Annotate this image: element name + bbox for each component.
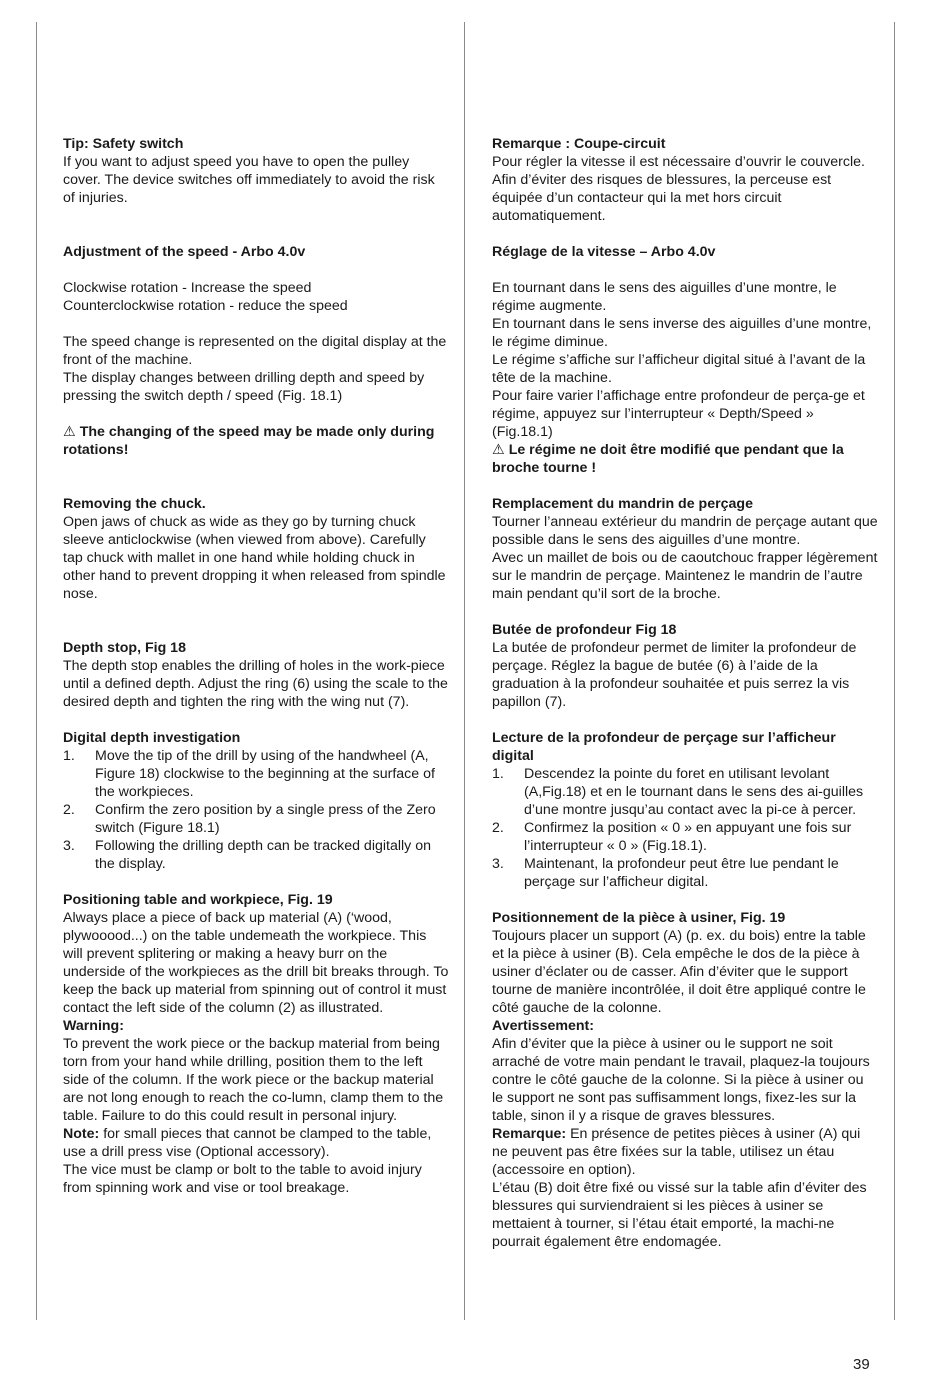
chuck-body: Open jaws of chuck as wide as they go by turning chuck sleeve anticlockwise (when viewed from above). Carefully tap chuck with mallet in one hand while holding chuck in other hand to prevent dropping it when released from spindle nose. — [63, 514, 446, 602]
step-text: Maintenant, la profondeur peut être lue pendant le perçage sur l’afficheur digital. — [524, 856, 839, 890]
warning-triangle-icon: ⚠ — [492, 442, 505, 458]
list-item — [492, 855, 878, 891]
step-number: 3. — [492, 856, 504, 872]
speed-warning-text: Le régime ne doit être modifié que pendant que la broche tourne ! — [492, 442, 844, 476]
english-column — [63, 135, 449, 1197]
positioning-heading: Positioning table and workpiece, Fig. 19 — [63, 892, 333, 908]
step-text: Confirmez la position « 0 » en appuyant une fois sur l’interrupteur « 0 » (Fig.18.1). — [524, 820, 852, 854]
speed-display-text: Le régime s’affiche sur l’afficheur digital situé à l’avant de la tête de la machine. — [492, 352, 866, 386]
french-column — [492, 135, 878, 1251]
warning-triangle-icon: ⚠ — [63, 424, 76, 440]
depth-stop-heading: Depth stop, Fig 18 — [63, 640, 186, 656]
step-text: Following the drilling depth can be tracked digitally on the display. — [95, 838, 431, 872]
digital-depth-heading: Digital depth investigation — [63, 730, 241, 746]
digital-depth-steps — [492, 765, 878, 891]
digital-depth-heading: Lecture de la profondeur de perçage sur l’afficheur digital — [492, 730, 836, 764]
note-label: Note: — [63, 1126, 100, 1142]
depth-stop-body: The depth stop enables the drilling of holes in the work-piece until a defined depth. Adjust the ring (6) using the scale to the desired depth and tighten the ring with the wing nut (7). — [63, 658, 448, 710]
warning-body: To prevent the work piece or the backup material from being torn from your hand while drilling, position them to the left side of the column. If the work piece or the backup material are not long enough to reach the co-lumn, clamp them to the table. Failure to do this could result in personal injury. — [63, 1036, 444, 1124]
positioning-body: Always place a piece of back up material (A) (‘wood, plywooood...) on the table undemeath the workpiece. This will prevent splitering or making a heavy burr on the underside of the workpieces as the drill bit breaks through. To keep the back up material from spinning out of control it must contact the left side of the column (2) as illustrated. — [63, 910, 449, 1016]
step-text: Confirm the zero position by a single press of the Zero switch (Figure 18.1) — [95, 802, 436, 836]
step-number: 3. — [63, 838, 75, 854]
warning-label: Avertissement: — [492, 1018, 594, 1034]
note-body: En présence de petites pièces à usiner (A) qui ne peuvent pas être fixées sur la table, utilisez un étau (accessoire en option). — [492, 1126, 861, 1178]
warning-label: Warning: — [63, 1018, 124, 1034]
warning-body: Afin d’éviter que la pièce à usiner ou le support ne soit arraché de votre main pendant le travail, plaquez-la toujours contre le côté gauche de la colonne. Si la pièce à usiner ou le support ne sont pas suffisamment longs, fixez-les sur la table, sinon il y a risque de graves blessures. — [492, 1036, 870, 1124]
speed-toggle-text: The display changes between drilling depth and speed by pressing the switch depth / speed (Fig. 18.1) — [63, 370, 425, 404]
tip-heading: Tip: Safety switch — [63, 136, 184, 152]
depth-stop-body: La butée de profondeur permet de limiter la profondeur de perçage. Réglez la bague de butée (6) à l’aide de la graduation à la profondeur souhaitée et puis serrez la vis papillon (7). — [492, 640, 857, 710]
note-paragraph — [63, 1125, 449, 1161]
list-item — [492, 819, 878, 855]
list-item — [63, 837, 449, 873]
step-number: 2. — [492, 820, 504, 836]
tip-body: If you want to adjust speed you have to open the pulley cover. The device switches off immediately to avoid the risk of injuries. — [63, 154, 435, 206]
speed-heading: Réglage de la vitesse – Arbo 4.0v — [492, 244, 716, 260]
note-label: Remarque: — [492, 1126, 567, 1142]
vice-body: The vice must be clamp or bolt to the table to avoid injury from spinning work and vise or tool breakage. — [63, 1162, 422, 1196]
speed-warning — [63, 423, 449, 459]
step-number: 1. — [63, 748, 75, 764]
speed-clockwise: En tournant dans le sens des aiguilles d’une montre, le régime augmente. — [492, 280, 837, 314]
speed-clockwise: Clockwise rotation - Increase the speed — [63, 280, 312, 296]
speed-counterclockwise: Counterclockwise rotation - reduce the speed — [63, 298, 348, 314]
chuck-heading: Remplacement du mandrin de perçage — [492, 496, 753, 512]
speed-warning-text: The changing of the speed may be made only during rotations! — [63, 424, 435, 458]
note-paragraph — [492, 1125, 878, 1179]
positioning-body: Toujours placer un support (A) (p. ex. du bois) entre la table et la pièce à usiner (B). Cela empêche le dos de la pièce à usiner d’éclater ou de casser. Afin d’éviter que le support tourne de manière incontrôlée, il doit être appliqué contre le côté gauche de la colonne. — [492, 928, 866, 1016]
depth-stop-heading: Butée de profondeur Fig 18 — [492, 622, 677, 638]
list-item — [63, 801, 449, 837]
step-number: 2. — [63, 802, 75, 818]
positioning-heading: Positionnement de la pièce à usiner, Fig. 19 — [492, 910, 786, 926]
speed-heading: Adjustment of the speed - Arbo 4.0v — [63, 244, 306, 260]
speed-counterclockwise: En tournant dans le sens inverse des aiguilles d’une montre, le régime diminue. — [492, 316, 872, 350]
left-margin-rule — [36, 22, 37, 1320]
step-text: Descendez la pointe du foret en utilisant levolant (A,Fig.18) et en le tournant dans le sens des ai-guilles d’une montre jusqu’au contact avec la pi-ce à percer. — [524, 766, 864, 818]
list-item — [492, 765, 878, 819]
vice-body: L’étau (B) doit être fixé ou vissé sur la table afin d’éviter des blessures qui surviendraient si les pièces à usiner se mettaient à tourner, si l’étau était emporté, la machi-ne pourrait également être endomagée. — [492, 1180, 867, 1250]
chuck-heading: Removing the chuck. — [63, 496, 206, 512]
speed-display-text: The speed change is represented on the digital display at the front of the machine. — [63, 334, 447, 368]
right-margin-rule — [894, 22, 895, 1320]
speed-warning — [492, 441, 878, 477]
speed-toggle-text: Pour faire varier l’affichage entre profondeur de perça-ge et régime, appuyez sur l’interrupteur « Depth/Speed » (Fig.18.1) — [492, 388, 865, 440]
note-body: for small pieces that cannot be clamped to the table, use a drill press vise (Optional accessory). — [63, 1126, 432, 1160]
chuck-body: Tourner l’anneau extérieur du mandrin de perçage autant que possible dans le sens des aiguilles d’une montre. — [492, 514, 878, 548]
tip-body: Pour régler la vitesse il est nécessaire d’ouvrir le couvercle. Afin d’éviter des risques de blessures, la perceuse est équipée d’un contacteur qui la met hors circuit automatiquement. — [492, 154, 865, 224]
step-number: 1. — [492, 766, 504, 782]
step-text: Move the tip of the drill by using of the handwheel (A, Figure 18) clockwise to the beginning at the surface of the workpieces. — [95, 748, 435, 800]
tip-heading: Remarque : Coupe-circuit — [492, 136, 666, 152]
chuck-body-continued: Avec un maillet de bois ou de caoutchouc frapper légèrement sur le mandrin de perçage. Maintenez le mandrin de l’autre main pendant qu’il sort de la broche. — [492, 550, 878, 602]
column-divider-rule — [464, 22, 465, 1320]
page-number: 39 — [853, 1356, 870, 1373]
digital-depth-steps — [63, 747, 449, 873]
list-item — [63, 747, 449, 801]
